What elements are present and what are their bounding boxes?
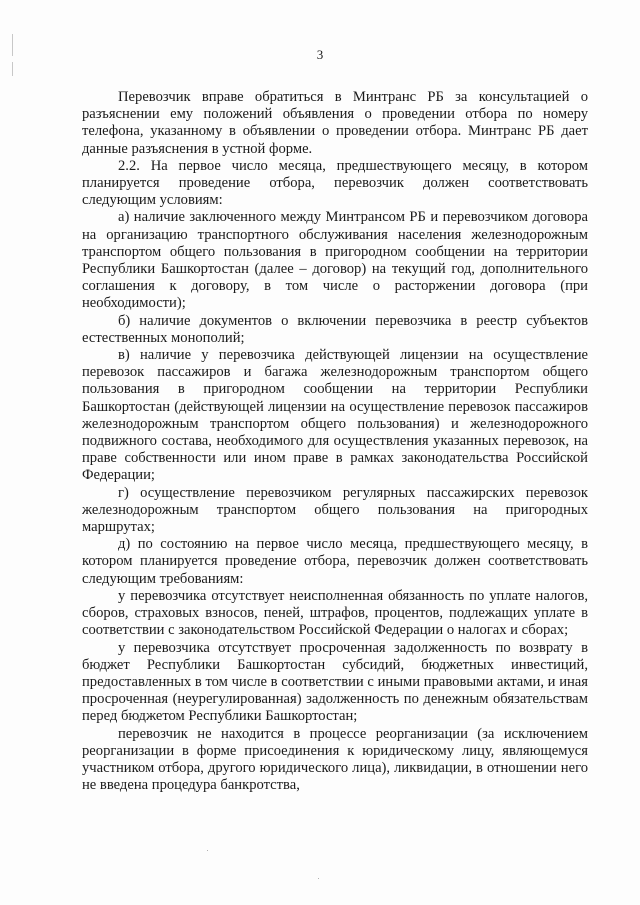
scan-artifact [318,878,319,879]
paragraph-requirement-reorganization: перевозчик не находится в процессе реорганизации (за исключением реорганизации в форме присоединения к юридическому лицу, являющемуся участником отбора, другого юридического лица), ликвидации, в отношении него не введена процедура банкротства, [82,725,588,794]
paragraph-requirement-debt: у перевозчика отсутствует просроченная задолженность по возврату в бюджет Республики Башкортостан субсидий, бюджетных инвестиций, предоставленных в том числе в соответствии с иными правовыми актами, и иная просроченная (неурегулированная) задолженность по денежным обязательствам перед бюджетом Республики Башкортостан; [82,639,588,725]
page-number: 3 [316,47,324,62]
paragraph-condition-b: б) наличие документов о включении перевозчика в реестр субъектов естественных монополий; [82,312,588,346]
scan-margin-mark [12,62,13,76]
document-body [82,89,588,794]
paragraph-consultation: Перевозчик вправе обратиться в Минтранс РБ за консультацией о разъяснении ему положений объявления о проведении отбора по номеру телефона, указанному в объявлении о проведении отбора. Минтранс РБ дает данные разъяснения в устной форме. [82,89,588,157]
paragraph-condition-a: а) наличие заключенного между Минтрансом РБ и перевозчиком договора на организацию транспортного обслуживания населения железнодорожным транспортом общего пользования в пригородном сообщении на территории Республики Башкортостан (далее – договор) на текущий год, дополнительного соглашения к договору, в том числе о расторжении договора (при необходимости); [82,209,588,312]
paragraph-condition-d: д) по состоянию на первое число месяца, предшествующего месяцу, в котором планируется проведение отбора, перевозчик должен соответствовать следующим требованиям: [82,536,588,587]
paragraph-requirement-taxes: у перевозчика отсутствует неисполненная обязанность по уплате налогов, сборов, страховых взносов, пеней, штрафов, процентов, подлежащих уплате в соответствии с законодательством Российской Федерации о налогах и сборах; [82,587,588,639]
paragraph-condition-g: г) осуществление перевозчиком регулярных пассажирских перевозок железнодорожным транспортом общего пользования на пригородных маршрутах; [82,484,588,536]
paragraph-2-2: 2.2. На первое число месяца, предшествующего месяцу, в котором планируется проведение отбора, перевозчик должен соответствовать следующим условиям: [82,157,588,209]
paragraph-condition-v: в) наличие у перевозчика действующей лицензии на осуществление перевозок пассажиров и багажа железнодорожным транспортом общего пользования в пригородном сообщении на территории Республики Башкортостан (действующей лицензии на осуществление перевозок пассажиров железнодорожным транспортом общего пользования) и железнодорожного подвижного состава, необходимого для осуществления указанных перевозок, на праве собственности или ином праве в рамках законодательства Российской Федерации; [82,347,588,484]
scan-artifact [207,850,208,851]
